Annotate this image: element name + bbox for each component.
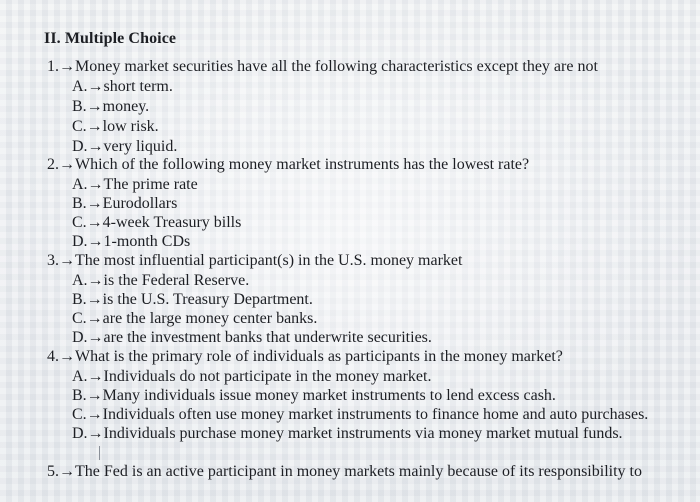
question-1-option-a: A.→short term.: [72, 78, 173, 95]
question-3-option-d: D.→are the investment banks that underwrite securities.: [72, 329, 432, 346]
question-4-option-d: D.→Individuals purchase money market instruments via money market mutual funds.: [72, 425, 623, 442]
question-2-text: 2.→Which of the following money market instruments has the lowest rate?: [47, 156, 530, 173]
question-3-option-c: C.→are the large money center banks.: [72, 310, 318, 327]
question-4-option-a: A.→Individuals do not participate in the money market.: [72, 368, 432, 385]
question-3-option-b: B.→is the U.S. Treasury Department.: [72, 291, 313, 308]
question-1-text: 1.→Money market securities have all the following characteristics except they are not: [47, 58, 598, 75]
question-4-text: 4.→What is the primary role of individuals as participants in the money market?: [47, 348, 563, 365]
question-2-option-d: D.→1-month CDs: [72, 233, 191, 250]
question-1-option-c: C.→low risk.: [72, 118, 159, 135]
question-3-option-a: A.→is the Federal Reserve.: [72, 272, 250, 289]
question-4-option-c: C.→Individuals often use money market instruments to finance home and auto purchases.: [72, 406, 649, 423]
text-cursor-mark: [99, 446, 100, 460]
question-5-text: 5.→The Fed is an active participant in money markets mainly because of its responsibility to: [47, 463, 642, 480]
question-2-option-a: A.→The prime rate: [72, 176, 198, 193]
question-4-option-b: B.→Many individuals issue money market instruments to lend excess cash.: [72, 387, 556, 404]
question-2-option-b: B.→Eurodollars: [72, 195, 178, 212]
question-1-option-d: D.→very liquid.: [72, 138, 178, 155]
section-heading: II. Multiple Choice: [44, 30, 177, 47]
question-3-text: 3.→The most influential participant(s) in the U.S. money market: [47, 252, 463, 269]
question-2-option-c: C.→4-week Treasury bills: [72, 214, 242, 231]
question-1-option-b: B.→money.: [72, 98, 150, 115]
